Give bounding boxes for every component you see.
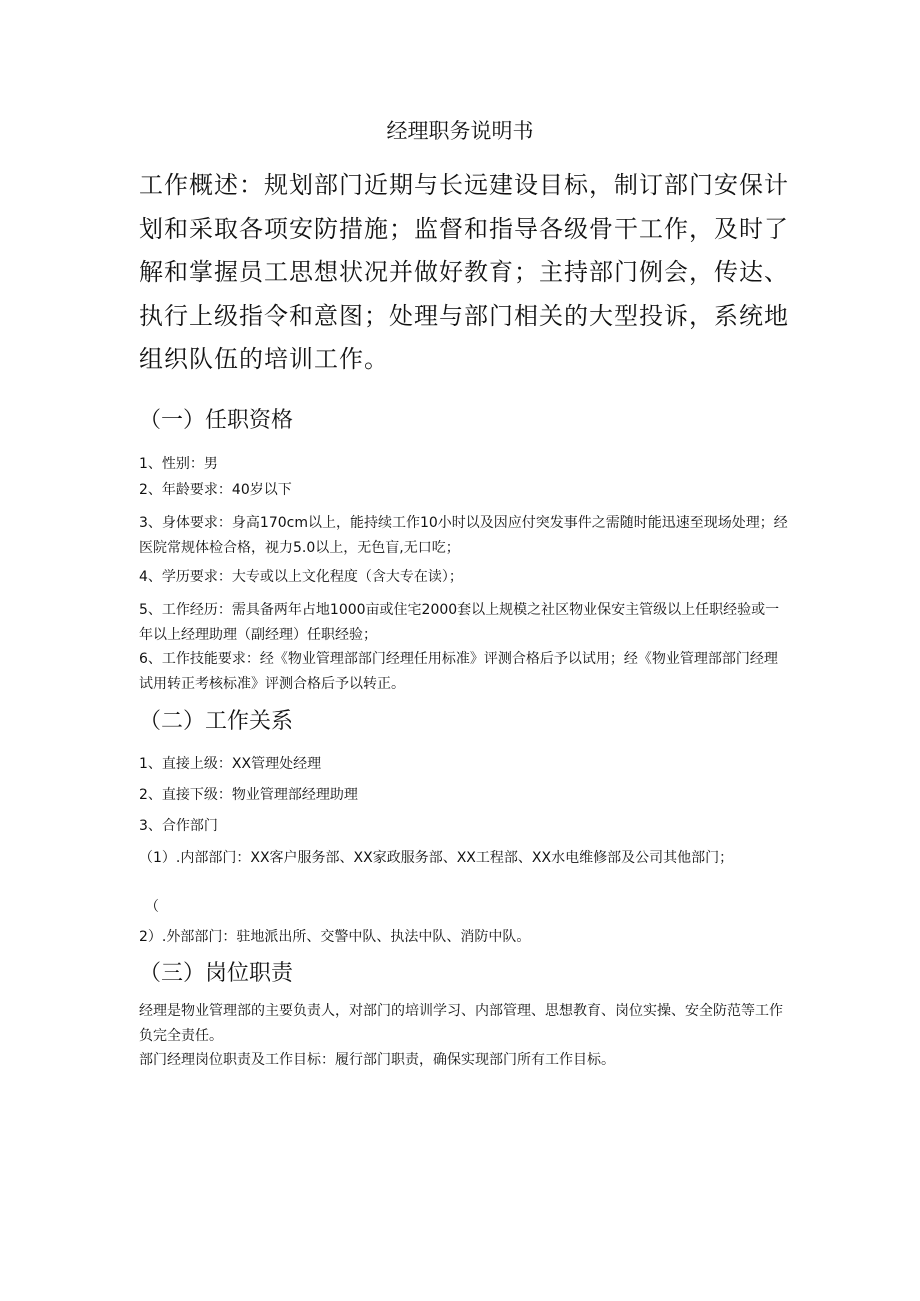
qualification-age: 2、年龄要求：40岁以下	[139, 482, 292, 498]
relation-subordinate: 2、直接下级：物业管理部经理助理	[139, 787, 358, 803]
qualification-physical: 3、身体要求：身高170cm以上，能持续工作10小时以及因应付突发事件之需随时能迅速至现场处理；经医院常规体检合格，视力5.0以上，无色盲,无口吃；	[139, 515, 788, 556]
document-title: 经理职务说明书	[386, 119, 534, 143]
qualification-gender: 1、性别：男	[139, 456, 218, 472]
relation-partners: 3、合作部门	[139, 818, 218, 834]
section-relations-heading: （二）工作关系	[139, 709, 294, 734]
relation-superior: 1、直接上级：XX管理处经理	[139, 756, 322, 772]
duties-paragraph: 经理是物业管理部的主要负责人，对部门的培训学习、内部管理、思想教育、岗位实操、安全防范等工作负完全责任。	[139, 1003, 783, 1044]
qualification-experience: 5、工作经历：需具备两年占地1000亩或住宅2000套以上规模之社区物业保安主管级以上任职经验或一年以上经理助理（副经理）任职经验；	[139, 602, 780, 643]
duties-goals: 部门经理岗位职责及工作目标：履行部门职责，确保实现部门所有工作目标。	[139, 1052, 615, 1068]
section-qualifications-heading: （一）任职资格	[139, 408, 294, 433]
stray-parenthesis: （	[145, 899, 159, 915]
section-duties-heading: （三）岗位职责	[139, 961, 294, 986]
job-summary: 工作概述：规划部门近期与长远建设目标，制订部门安保计划和采取各项安防措施；监督和指导各级骨干工作，及时了解和掌握员工思想状况并做好教育；主持部门例会，传达、执行上级指令和意图；处理与部门相关的大型投诉，系统地组织队伍的培训工作。	[139, 171, 789, 373]
relation-external-departments: 2）.外部部门：驻地派出所、交警中队、执法中队、消防中队。	[139, 929, 531, 945]
qualification-education: 4、学历要求：大专或以上文化程度（含大专在读）；	[139, 569, 463, 585]
qualification-skills: 6、工作技能要求：经《物业管理部部门经理任用标准》评测合格后予以试用；经《物业管理部部门经理试用转正考核标准》评测合格后予以转正。	[139, 651, 778, 692]
relation-internal-departments: （1）.内部部门：XX客户服务部、XX家政服务部、XX工程部、XX水电维修部及公司其他部门；	[139, 850, 734, 866]
